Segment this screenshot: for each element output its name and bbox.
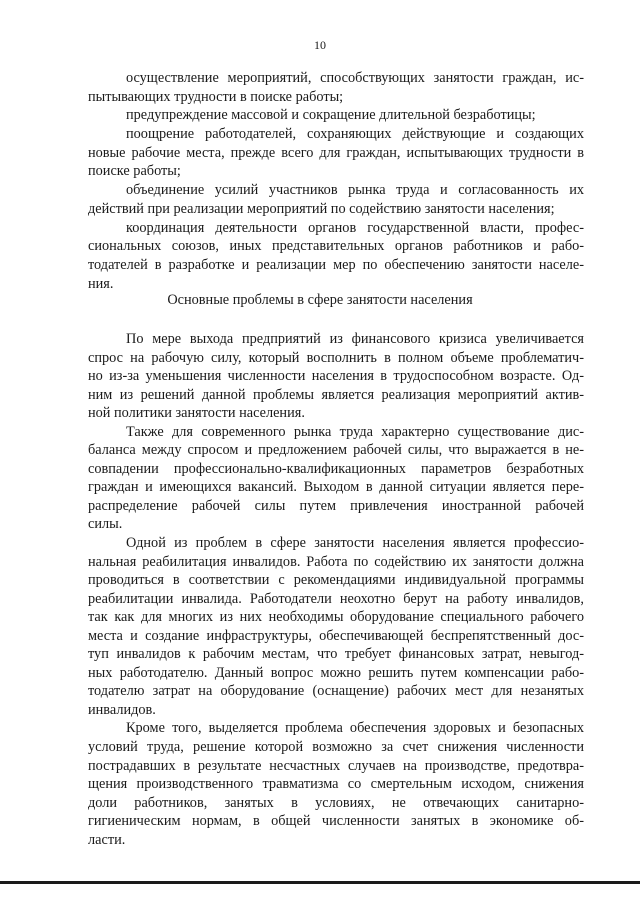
text-line: объединение усилий участников рынка труда и согласованность их xyxy=(126,182,584,199)
body-paragraphs xyxy=(88,330,584,849)
page-number: 10 xyxy=(314,38,326,52)
text-line: пытывающих трудности в поиске работы; xyxy=(88,88,344,105)
list-item xyxy=(88,106,584,125)
text-line: места и создание инфраструктуры, обеспечивающей беспрепятственный дос- xyxy=(88,627,584,644)
text-line: баланса между спросом и предложением рабочей силы, что выражается в не- xyxy=(88,442,584,459)
text-line: По мере выхода предприятий из финансового кризиса увеличивается xyxy=(126,331,584,347)
list-item xyxy=(88,125,584,181)
text-line: ной политики занятости населения. xyxy=(88,405,305,422)
bottom-rule xyxy=(0,881,640,884)
list-item xyxy=(88,219,584,294)
text-line: поощрение работодателей, сохраняющих действующие и создающих xyxy=(126,126,584,143)
text-line: силы. xyxy=(88,516,123,533)
text-line: так как для многих из них необходимы оборудование специального рабочего xyxy=(88,609,584,626)
text-line: новые рабочие места, прежде всего для граждан, испытывающих трудности в xyxy=(88,144,584,161)
text-line: поиске работы; xyxy=(88,163,181,180)
section-heading: Основные проблемы в сфере занятости населения xyxy=(167,292,473,308)
list-item xyxy=(88,181,584,218)
text-line: щения производственного травматизма со смертельным исходом, снижения xyxy=(88,776,584,793)
text-line: нальная реабилитация инвалидов. Работа по содействию их занятости должна xyxy=(88,553,584,570)
paragraph xyxy=(88,719,584,849)
text-line: осуществление мероприятий, способствующих занятости граждан, ис- xyxy=(126,70,584,86)
text-line: спрос на рабочую силу, который восполнить в полном объеме проблематич- xyxy=(88,349,584,366)
text-line: граждан и имеющихся вакансий. Выходом в данной ситуации является пере- xyxy=(88,479,584,496)
text-line: координация деятельности органов государственной власти, профес- xyxy=(126,219,584,236)
paragraph xyxy=(88,534,584,719)
goals-list xyxy=(88,69,584,293)
text-line: Кроме того, выделяется проблема обеспечения здоровых и безопасных xyxy=(126,720,584,737)
text-line: проводиться в соответствии с рекомендациями индивидуальной программы xyxy=(88,572,584,589)
text-line: ласти. xyxy=(88,831,126,848)
text-line: распределение рабочей силы путем привлечения иностранной рабочей xyxy=(88,497,584,514)
paragraph xyxy=(88,423,584,534)
text-line: реабилитации инвалида. Работодатели неохотно берут на работу инвалидов, xyxy=(88,590,584,607)
text-line: действий при реализации мероприятий по содействию занятости населения; xyxy=(88,200,555,217)
text-line: пострадавших в результате несчастных случаев на производстве, предотвра- xyxy=(88,757,584,774)
text-line: но из-за уменьшения численности населения в трудоспособном возрасте. Од- xyxy=(88,368,584,385)
text-line: ных работодателю. Данный вопрос можно решить путем компенсации рабо- xyxy=(88,664,584,681)
text-line: доли работников, занятых в условиях, не отвечающих санитарно- xyxy=(88,794,584,811)
text-line: совпадении профессионально-квалификационных параметров безработных xyxy=(88,460,584,477)
paragraph xyxy=(88,330,584,423)
text-line: ним из решений данной проблемы является реализация мероприятий актив- xyxy=(88,386,584,403)
text-line: предупреждение массовой и сокращение длительной безработицы; xyxy=(126,107,536,124)
text-line: тодателей в разработке и реализации мер по обеспечению занятости населе- xyxy=(88,256,584,273)
text-line: ния. xyxy=(88,275,114,292)
text-line: сиональных союзов, иных представительных органов работников и рабо- xyxy=(88,238,584,255)
text-line: гигиеническим нормам, в общей численности занятых в экономике об- xyxy=(88,813,584,830)
text-line: условий труда, решение которой возможно за счет снижения численности xyxy=(88,739,584,756)
text-line: инвалидов. xyxy=(88,701,156,718)
text-line: тодателю затрат на оборудование (оснащение) рабочих мест для незанятых xyxy=(88,683,584,700)
text-line: туп инвалидов к рабочим местам, что требует финансовых затрат, невыгод- xyxy=(88,646,584,663)
list-item xyxy=(88,69,584,106)
text-line: Одной из проблем в сфере занятости населения является профессио- xyxy=(126,535,584,552)
text-line: Также для современного рынка труда характерно существование дис- xyxy=(126,423,584,440)
